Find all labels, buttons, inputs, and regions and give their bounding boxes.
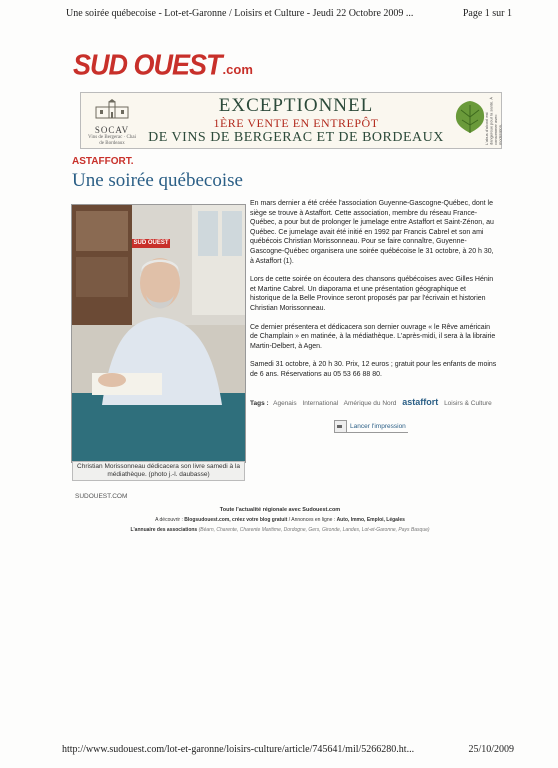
sudouest-logo[interactable]	[73, 50, 253, 80]
article-title: Une soirée québecoise	[72, 170, 243, 191]
tag-link[interactable]: Amérique du Nord	[343, 400, 397, 407]
socav-logo	[87, 99, 137, 146]
ad-health-warning: L'abus d'alcool est dangereux pour la santé. À consommer avec modération.	[484, 96, 503, 145]
print-header	[66, 8, 512, 19]
print-footer-date: 25/10/2009	[468, 744, 514, 755]
article-paragraph: Lors de cette soirée on écoutera des chansons québécoises avec Gilles Hénin et Martine Cabrel. Un diaporama et une présentation géographique et historique de la Belle Province seront proposés par par l'écrivain et historien Christian Morissonneau.	[250, 276, 494, 312]
print-button-label: Lancer l'impression	[350, 423, 406, 430]
ad-line-vente: 1ÈRE VENTE EN ENTREPÔT	[213, 116, 379, 130]
print-header-title: Une soirée québecoise - Lot-et-Garonne / Loisirs et Culture - Jeudi 22 Octobre 2009 ...	[66, 8, 414, 19]
ad-line-vins: DE VINS DE BERGERAC ET DE BORDEAUX	[148, 130, 444, 145]
ad-brand-name: SOCAV	[94, 125, 130, 135]
tags-label: Tags :	[250, 400, 269, 407]
print-footer	[62, 744, 514, 755]
site-footer	[90, 505, 470, 535]
footer-blog-link[interactable]: Blogsudouest.com, créez votre blog gratuit	[184, 517, 288, 523]
print-header-page: Page 1 sur 1	[462, 8, 512, 19]
footer-links-line	[90, 515, 470, 525]
article-paragraph: Ce dernier présentera et dédicacera son dernier ouvrage « le Rêve américain de Champlain » en matinée, à la médiathèque. L'après-midi, il sera à la librairie Martin-Delbert, à Agen.	[250, 323, 496, 350]
logo-suffix-text: .com	[222, 62, 253, 77]
wine-sale-banner-ad[interactable]	[80, 92, 502, 149]
photo-watermark: SUD OUEST	[133, 240, 169, 246]
footer-associations-link[interactable]: L'annuaire des associations	[130, 527, 198, 533]
logo-main-text: SUD OUEST	[73, 49, 222, 81]
section-label[interactable]: ASTAFFORT.	[72, 156, 134, 167]
footer-associations-line	[90, 525, 470, 535]
chateau-icon	[92, 99, 132, 119]
photo-caption: Christian Morissonneau dédicacera son livre samedi à la médiathèque. (photo j.-l. daubasse)	[72, 461, 245, 481]
tag-link[interactable]: Agenais	[273, 400, 297, 407]
article-tags	[250, 398, 498, 408]
footer-tagline: Toute l'actualité régionale avec Sudouest.com	[219, 507, 341, 513]
footer-ads-label: / Annonces en ligne :	[288, 517, 336, 523]
article-body	[250, 199, 498, 389]
tag-link[interactable]: Loisirs & Culture	[444, 400, 492, 407]
tag-link[interactable]: International	[302, 400, 339, 407]
article-paragraph: Samedi 31 octobre, à 20 h 30. Prix, 12 euros ; gratuit pour les enfants de moins de 6 ans. Réservations au 05 53 66 88 80.	[250, 361, 497, 378]
article-paragraph: En mars dernier a été créée l'association Guyenne-Gascogne-Québec, dont le siège se trouve à Astaffort. Cette association, membre du réseau France-Québec, a pour but de prolonger le jumelage entre Astaffort et Saint-Zénon, au Québec. Ce jumelage avait été initié en 1992 par Francis Cabrel et son ami québécois Christian Morissonneau. Pour se faire connaître, Guyenne-Gascogne-Québec organisera une soirée québécoise le 31 octobre, à 20 h 30, à Astaffort (1).	[250, 200, 494, 265]
footer-ads-links[interactable]: Auto, Immo, Emploi, Légales	[336, 517, 405, 523]
article-source: SUDOUEST.COM	[75, 493, 128, 500]
footer-regions: (Béarn, Charente, Charente Maritime, Dordogne, Gers, Gironde, Landes, Lot-et-Garonne, Pays Basque)	[198, 527, 430, 533]
ad-brand-subtitle: Vins de Bergerac · Chai de Bordeaux	[88, 135, 136, 146]
vine-leaf-icon	[453, 99, 487, 135]
print-footer-url: http://www.sudouest.com/lot-et-garonne/loisirs-culture/article/745641/mil/5266280.ht...	[62, 744, 415, 755]
ad-line-exceptionnel: EXCEPTIONNEL	[218, 95, 374, 116]
divider	[344, 432, 408, 433]
footer-discover-label: A découvrir :	[155, 517, 183, 523]
ad-headline	[143, 96, 449, 146]
tag-link-astaffort[interactable]: astaffort	[402, 397, 439, 407]
